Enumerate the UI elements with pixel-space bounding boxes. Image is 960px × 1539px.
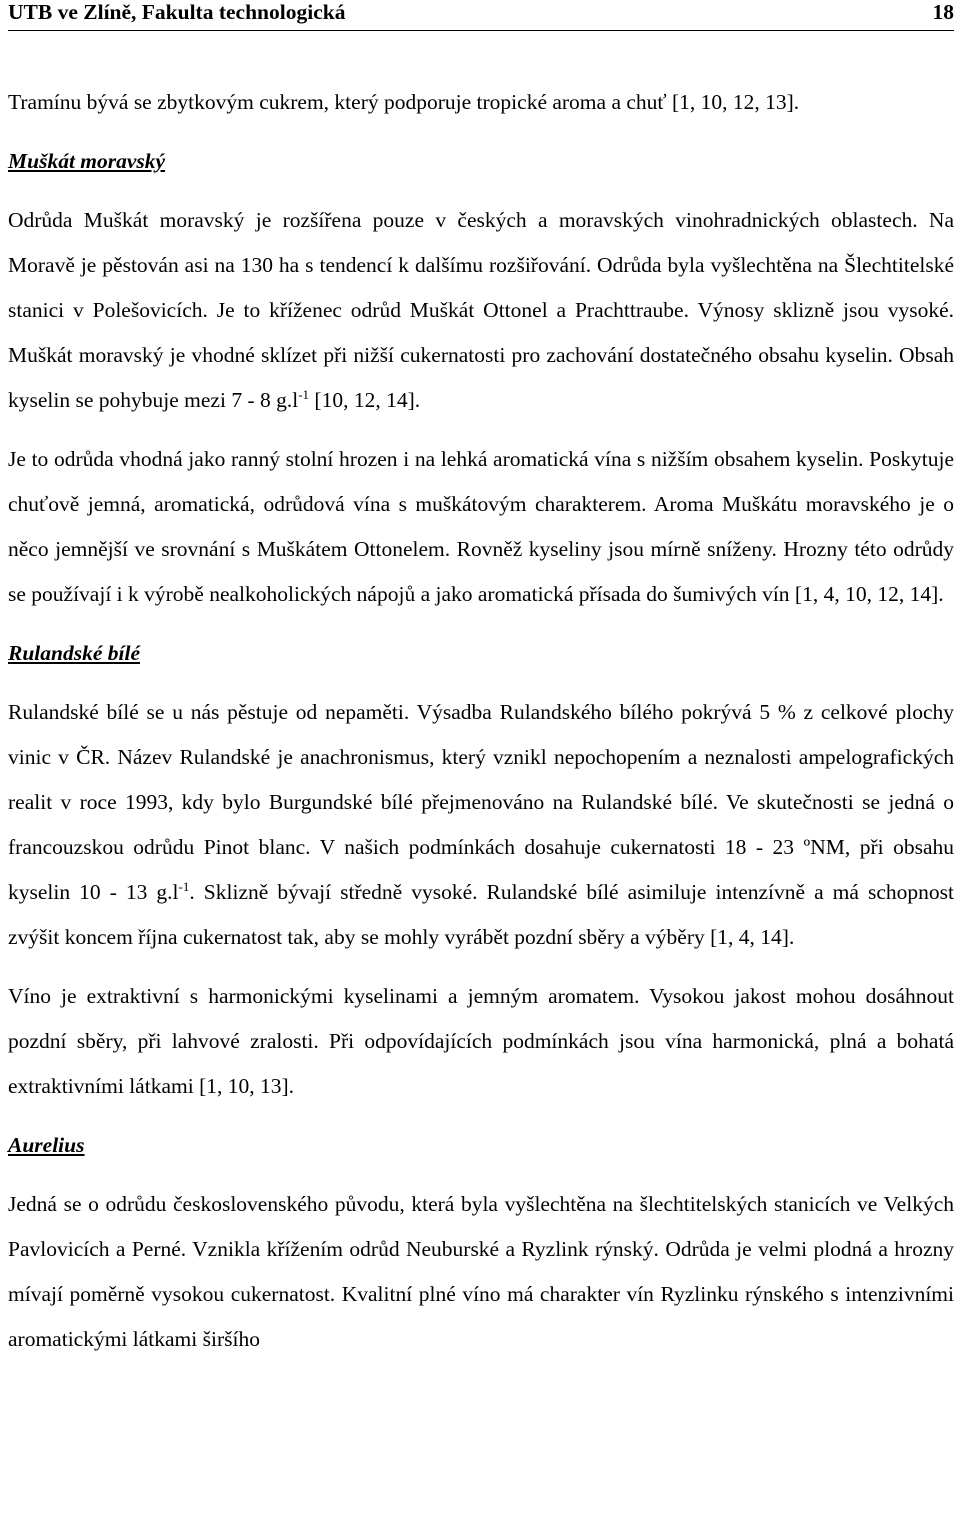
header-title: UTB ve Zlíně, Fakulta technologická [8,0,346,24]
muskat-p1-superscript: -1 [298,386,310,402]
rulandske-p1-rest: . Sklizně bývají středně vysoké. Rulandské bílé asimiluje intenzívně a má schopnost zvýšit koncem října cukernatost tak, aby se mohly vyrábět pozdní sběry a výběry [1, 4, 14]. [8,880,954,949]
muskat-p1-citation: [10, 12, 14]. [309,388,421,412]
rulandske-paragraph-1 [8,690,954,960]
section-heading-aurelius: Aurelius [8,1133,85,1157]
muskat-paragraph-1 [8,198,954,423]
section-heading-rulandske: Rulandské bílé [8,641,141,665]
page-content [8,80,954,1362]
page-number: 18 [932,0,954,24]
page-header [8,0,954,31]
section-heading-muskat: Muškát moravský [8,149,166,173]
muskat-p1-text: Odrůda Muškát moravský je rozšířena pouze v českých a moravských vinohradnických oblastech. Na Moravě je pěstován asi na 130 ha s tendencí k dalšímu rozšiřování. Odrůda byla vyšlechtěna na Šlechtitelské stanici v Polešovicích. Je to kříženec odrůd Muškát Ottonel a Prachttraube. Výnosy sklizně jsou vysoké. Muškát moravský je vhodné sklízet při nižší cukernatosti pro zachování dostatečného obsahu kyselin. Obsah kyselin se pohybuje mezi 7 - 8 g.l [8,208,954,412]
document-page [8,0,954,1362]
rulandske-p1-superscript: -1 [178,878,190,894]
rulandske-p1-text: Rulandské bílé se u nás pěstuje od nepaměti. Výsadba Rulandského bílého pokrývá 5 % z celkové plochy vinic v ČR. Název Rulandské je anachronismus, který vznikl nepochopením a neznalosti ampelografických realit v roce 1993, kdy bylo Burgundské bílé přejmenováno na Rulandské bílé. Ve skutečnosti se jedná o francouzskou odrůdu Pinot blanc. V našich podmínkách dosahuje cukernatosti 18 - 23 ºNM, při obsahu kyselin 10 - 13 g.l [8,700,954,904]
rulandske-paragraph-2: Víno je extraktivní s harmonickými kyselinami a jemným aromatem. Vysokou jakost mohou dosáhnout pozdní sběry, při lahvové zralosti. Při odpovídajících podmínkách jsou vína harmonická, plná a bohatá extraktivními látkami [1, 10, 13]. [8,984,954,1098]
muskat-paragraph-2: Je to odrůda vhodná jako ranný stolní hrozen i na lehká aromatická vína s nižším obsahem kyselin. Poskytuje chuťově jemná, aromatická, odrůdová vína s muškátovým charakterem. Aroma Muškátu moravského je o něco jemnější ve srovnání s Muškátem Ottonelem. Rovněž kyseliny jsou mírně sníženy. Hrozny této odrůdy se používají i k výrobě nealkoholických nápojů a jako aromatická přísada do šumivých vín [1, 4, 10, 12, 14]. [8,447,954,606]
intro-paragraph: Tramínu bývá se zbytkovým cukrem, který podporuje tropické aroma a chuť [1, 10, 12, 13]. [8,90,800,114]
aurelius-paragraph-1: Jedná se o odrůdu československého původu, která byla vyšlechtěna na šlechtitelských stanicích ve Velkých Pavlovicích a Perné. Vznikla křížením odrůd Neuburské a Ryzlink rýnský. Odrůda je velmi plodná a hrozny mívají poměrně vysokou cukernatost. Kvalitní plné víno má charakter vín Ryzlinku rýnského s intenzivními aromatickými látkami širšího [8,1192,954,1351]
